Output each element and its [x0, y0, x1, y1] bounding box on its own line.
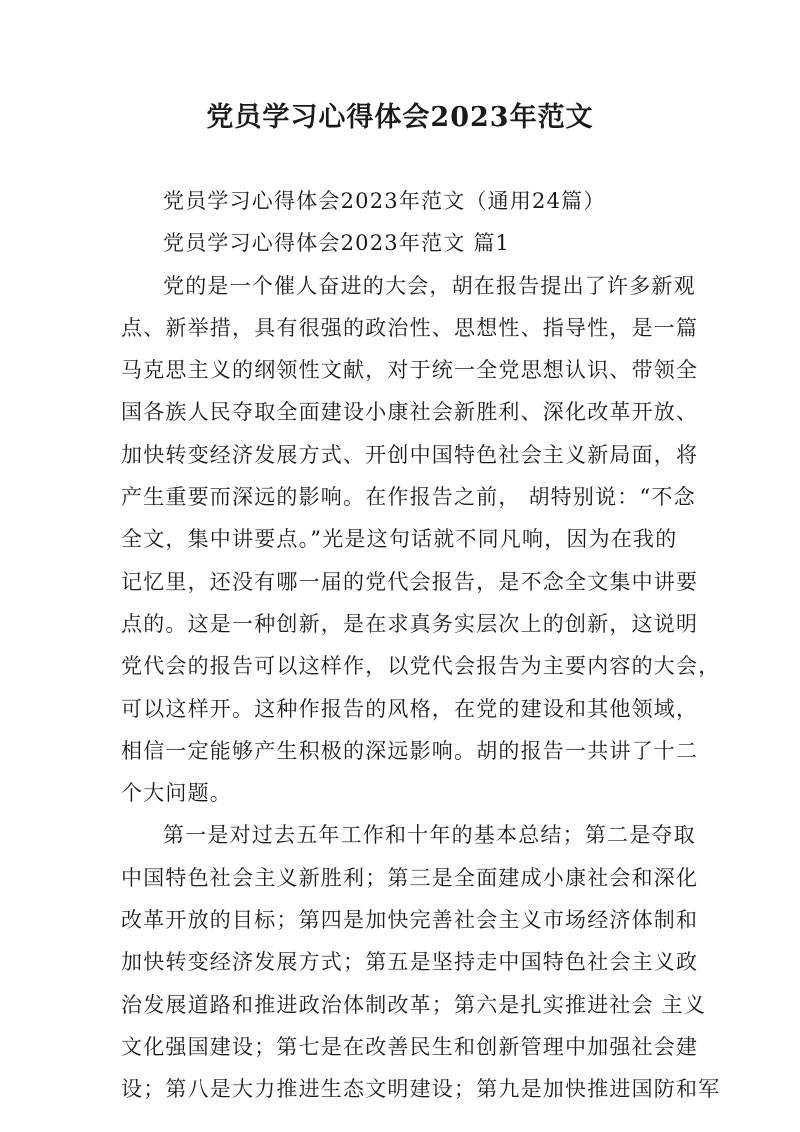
paragraph-line: 马克思主义的纲领性文献，对于统一全党思想认识、带领全 [121, 358, 699, 383]
paragraph-line: 可以这样开。这种作报告的风格，在党的建设和其他领域， [121, 696, 699, 721]
paragraph-line: 中国特色社会主义新胜利；第三是全面建成小康社会和深化 [121, 865, 699, 890]
paragraph-line: 全文，集中讲要点。”光是这句话就不同凡响，因为在我的 [121, 527, 678, 552]
subtitle-line: 党员学习心得体会2023年范文（通用24篇） [163, 189, 606, 213]
paragraph-line: 文化强国建设；第七是在改善民生和创新管理中加强社会建 [121, 1034, 699, 1059]
paragraph-line: 设；第八是大力推进生态文明建设；第九是加快推进国防和军 [121, 1077, 721, 1102]
paragraph-line: 党的是一个催人奋进的大会，胡在报告提出了许多新观 [163, 273, 696, 298]
paragraph-line: 加快转变经济发展方式；第五是坚持走中国特色社会主义政 [121, 950, 699, 975]
document-title: 党员学习心得体会2023年范文 [206, 102, 594, 133]
paragraph-line: 相信一定能够产生积极的深远影响。胡的报告一共讲了十二 [121, 738, 699, 763]
paragraph-line: 加快转变经济发展方式、开创中国特色社会主义新局面，将 [121, 442, 699, 467]
paragraph-line: 点的。这是一种创新，是在求真务实层次上的创新，这说明 [121, 611, 699, 636]
section-heading: 党员学习心得体会2023年范文 篇1 [163, 231, 511, 256]
paragraph-line: 治发展道路和推进政治体制改革；第六是扎实推进社会 主义 [121, 992, 707, 1017]
paragraph-line: 第一是对过去五年工作和十年的基本总结；第二是夺取 [163, 823, 696, 848]
paragraph-line: 点、新举措，具有很强的政治性、思想性、指导性，是一篇 [121, 315, 699, 340]
paragraph-line: 国各族人民夺取全面建设小康社会新胜利、深化改革开放、 [121, 400, 699, 425]
paragraph-line: 改革开放的目标；第四是加快完善社会主义市场经济体制和 [121, 908, 699, 933]
paragraph-line: 党代会的报告可以这样作，以党代会报告为主要内容的大会， [121, 654, 721, 679]
paragraph-line: 产生重要而深远的影响。在作报告之前， 胡特别说：“不念 [121, 485, 696, 510]
document-body [121, 180, 721, 1111]
paragraph-line: 个大问题。 [121, 781, 232, 806]
paragraph-line: 记忆里，还没有哪一届的党代会报告，是不念全文集中讲要 [121, 569, 699, 594]
